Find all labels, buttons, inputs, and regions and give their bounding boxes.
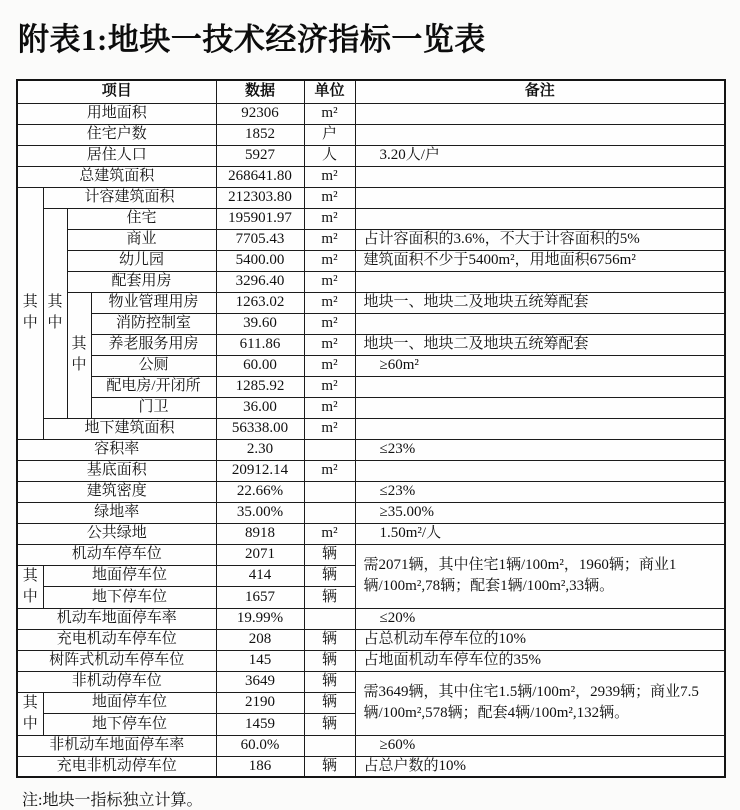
table-row — [17, 334, 725, 355]
cell-remark: ≤20% — [355, 608, 725, 629]
table-row — [17, 650, 725, 671]
cell-value: 39.60 — [216, 313, 304, 334]
col-header-item: 项目 — [17, 80, 216, 103]
cell-value: 36.00 — [216, 397, 304, 418]
cell-remark — [355, 166, 725, 187]
cell-unit: 辆 — [304, 692, 355, 714]
cell-value: 2.30 — [216, 439, 304, 460]
cell-value: 19.99% — [216, 608, 304, 629]
table-row — [17, 481, 725, 502]
group-label: 其中 — [17, 692, 43, 735]
cell-item: 公厕 — [91, 355, 216, 376]
table-row — [17, 250, 725, 271]
cell-unit: m² — [304, 208, 355, 229]
cell-remark: ≥60% — [355, 735, 725, 756]
cell-unit: 户 — [304, 124, 355, 145]
footnote: 注:地块一指标独立计算。 — [22, 792, 203, 809]
cell-item: 机动车停车位 — [17, 544, 216, 565]
cell-item: 商业 — [67, 229, 216, 250]
group-label: 其中 — [17, 187, 43, 439]
cell-unit: 人 — [304, 145, 355, 166]
cell-value: 208 — [216, 629, 304, 650]
cell-value: 268641.80 — [216, 166, 304, 187]
table-row — [17, 292, 725, 313]
cell-unit: m² — [304, 376, 355, 397]
cell-unit: m² — [304, 313, 355, 334]
table-row — [17, 502, 725, 523]
cell-value: 145 — [216, 650, 304, 671]
cell-unit — [304, 608, 355, 629]
cell-item: 幼儿园 — [67, 250, 216, 271]
cell-unit — [304, 481, 355, 502]
cell-remark: 1.50m²/人 — [355, 523, 725, 544]
cell-unit: 辆 — [304, 756, 355, 777]
table-row — [17, 671, 725, 692]
cell-unit: m² — [304, 355, 355, 376]
cell-unit: 辆 — [304, 544, 355, 565]
cell-unit: 辆 — [304, 714, 355, 736]
cell-item: 非机动停车位 — [17, 671, 216, 692]
cell-unit: m² — [304, 229, 355, 250]
cell-remark: ≥60m² — [355, 355, 725, 376]
cell-remark: 占总机动车停车位的10% — [355, 629, 725, 650]
cell-item: 绿地率 — [17, 502, 216, 523]
cell-value: 56338.00 — [216, 418, 304, 439]
cell-remark: ≤23% — [355, 439, 725, 460]
cell-remark — [355, 271, 725, 292]
table-row — [17, 397, 725, 418]
cell-remark — [355, 187, 725, 208]
table-row — [17, 313, 725, 334]
cell-value: 60.0% — [216, 735, 304, 756]
table-row — [17, 439, 725, 460]
cell-remark — [355, 208, 725, 229]
cell-unit: 辆 — [304, 565, 355, 587]
cell-remark — [355, 124, 725, 145]
table-row — [17, 124, 725, 145]
cell-unit: m² — [304, 334, 355, 355]
col-header-value: 数据 — [216, 80, 304, 103]
cell-value: 35.00% — [216, 502, 304, 523]
cell-item: 公共绿地 — [17, 523, 216, 544]
cell-remark: 占地面机动车停车位的35% — [355, 650, 725, 671]
cell-value: 3649 — [216, 671, 304, 692]
cell-value: 7705.43 — [216, 229, 304, 250]
page-title: 附表1:地块一技术经济指标一览表 — [18, 22, 486, 57]
cell-value: 3296.40 — [216, 271, 304, 292]
cell-item: 基底面积 — [17, 460, 216, 481]
cell-item: 建筑密度 — [17, 481, 216, 502]
cell-remark: 需2071辆，其中住宅1辆/100m²，1960辆；商业1辆/100m²,78辆；配套1辆/100m²,33辆。 — [355, 544, 725, 608]
cell-item: 用地面积 — [17, 103, 216, 124]
cell-value: 195901.97 — [216, 208, 304, 229]
cell-value: 8918 — [216, 523, 304, 544]
group-label: 其中 — [17, 565, 43, 608]
col-header-remark: 备注 — [355, 80, 725, 103]
table-row — [17, 756, 725, 777]
cell-remark — [355, 460, 725, 481]
cell-remark — [355, 313, 725, 334]
cell-item: 地面停车位 — [43, 692, 216, 714]
cell-item: 养老服务用房 — [91, 334, 216, 355]
cell-item: 住宅 — [67, 208, 216, 229]
cell-value: 1285.92 — [216, 376, 304, 397]
table-row — [17, 208, 725, 229]
table-row — [17, 629, 725, 650]
cell-item: 充电机动车停车位 — [17, 629, 216, 650]
cell-value: 22.66% — [216, 481, 304, 502]
cell-unit: m² — [304, 250, 355, 271]
table-row — [17, 544, 725, 565]
cell-item: 配电房/开闭所 — [91, 376, 216, 397]
cell-value: 1459 — [216, 714, 304, 736]
cell-item: 配套用房 — [67, 271, 216, 292]
cell-item: 住宅户数 — [17, 124, 216, 145]
table-row — [17, 376, 725, 397]
cell-item: 树阵式机动车停车位 — [17, 650, 216, 671]
cell-unit: 辆 — [304, 629, 355, 650]
cell-value: 212303.80 — [216, 187, 304, 208]
cell-remark: 占总户数的10% — [355, 756, 725, 777]
cell-item: 机动车地面停车率 — [17, 608, 216, 629]
cell-item: 门卫 — [91, 397, 216, 418]
cell-value: 5927 — [216, 145, 304, 166]
cell-unit: m² — [304, 523, 355, 544]
cell-value: 1657 — [216, 587, 304, 609]
cell-value: 2071 — [216, 544, 304, 565]
cell-remark — [355, 418, 725, 439]
cell-unit: m² — [304, 103, 355, 124]
table-row — [17, 166, 725, 187]
cell-unit: m² — [304, 418, 355, 439]
col-header-unit: 单位 — [304, 80, 355, 103]
cell-item: 非机动车地面停车率 — [17, 735, 216, 756]
cell-value: 60.00 — [216, 355, 304, 376]
table-row — [17, 608, 725, 629]
group-label: 其中 — [67, 292, 91, 418]
cell-item: 地下建筑面积 — [43, 418, 216, 439]
cell-item: 居住人口 — [17, 145, 216, 166]
cell-remark: ≥35.00% — [355, 502, 725, 523]
cell-item: 消防控制室 — [91, 313, 216, 334]
cell-unit: m² — [304, 397, 355, 418]
table-row — [17, 271, 725, 292]
table-row — [17, 523, 725, 544]
cell-unit: m² — [304, 460, 355, 481]
table-row — [17, 229, 725, 250]
cell-remark — [355, 103, 725, 124]
cell-value: 1263.02 — [216, 292, 304, 313]
cell-value: 92306 — [216, 103, 304, 124]
cell-item: 地面停车位 — [43, 565, 216, 587]
cell-value: 1852 — [216, 124, 304, 145]
cell-value: 414 — [216, 565, 304, 587]
cell-remark — [355, 397, 725, 418]
cell-item: 充电非机动停车位 — [17, 756, 216, 777]
cell-unit: 辆 — [304, 650, 355, 671]
indicators-table — [16, 79, 726, 778]
cell-unit: 辆 — [304, 587, 355, 609]
cell-remark: 建筑面积不少于5400m²，用地面积6756m² — [355, 250, 725, 271]
cell-remark — [355, 376, 725, 397]
table-row — [17, 103, 725, 124]
cell-unit: m² — [304, 271, 355, 292]
group-label: 其中 — [43, 208, 67, 418]
cell-value: 611.86 — [216, 334, 304, 355]
cell-item: 地下停车位 — [43, 587, 216, 609]
cell-remark: ≤23% — [355, 481, 725, 502]
cell-unit: 辆 — [304, 671, 355, 692]
cell-item: 计容建筑面积 — [43, 187, 216, 208]
cell-unit: m² — [304, 166, 355, 187]
cell-item: 容积率 — [17, 439, 216, 460]
cell-value: 5400.00 — [216, 250, 304, 271]
cell-remark: 需3649辆，其中住宅1.5辆/100m²，2939辆；商业7.5辆/100m²,578辆；配套4辆/100m²,132辆。 — [355, 671, 725, 735]
cell-item: 总建筑面积 — [17, 166, 216, 187]
cell-item: 地下停车位 — [43, 714, 216, 736]
table-row — [17, 418, 725, 439]
cell-unit — [304, 502, 355, 523]
table-row — [17, 187, 725, 208]
table-row — [17, 355, 725, 376]
table-row — [17, 735, 725, 756]
table-row — [17, 460, 725, 481]
cell-value: 186 — [216, 756, 304, 777]
cell-value: 2190 — [216, 692, 304, 714]
cell-unit: m² — [304, 187, 355, 208]
table-header-row — [17, 80, 725, 103]
cell-remark: 地块一、地块二及地块五统筹配套 — [355, 334, 725, 355]
cell-unit — [304, 439, 355, 460]
cell-item: 物业管理用房 — [91, 292, 216, 313]
cell-remark: 地块一、地块二及地块五统筹配套 — [355, 292, 725, 313]
cell-remark: 占计容面积的3.6%，不大于计容面积的5% — [355, 229, 725, 250]
cell-unit: m² — [304, 292, 355, 313]
cell-unit — [304, 735, 355, 756]
cell-remark: 3.20人/户 — [355, 145, 725, 166]
table-row — [17, 145, 725, 166]
cell-value: 20912.14 — [216, 460, 304, 481]
